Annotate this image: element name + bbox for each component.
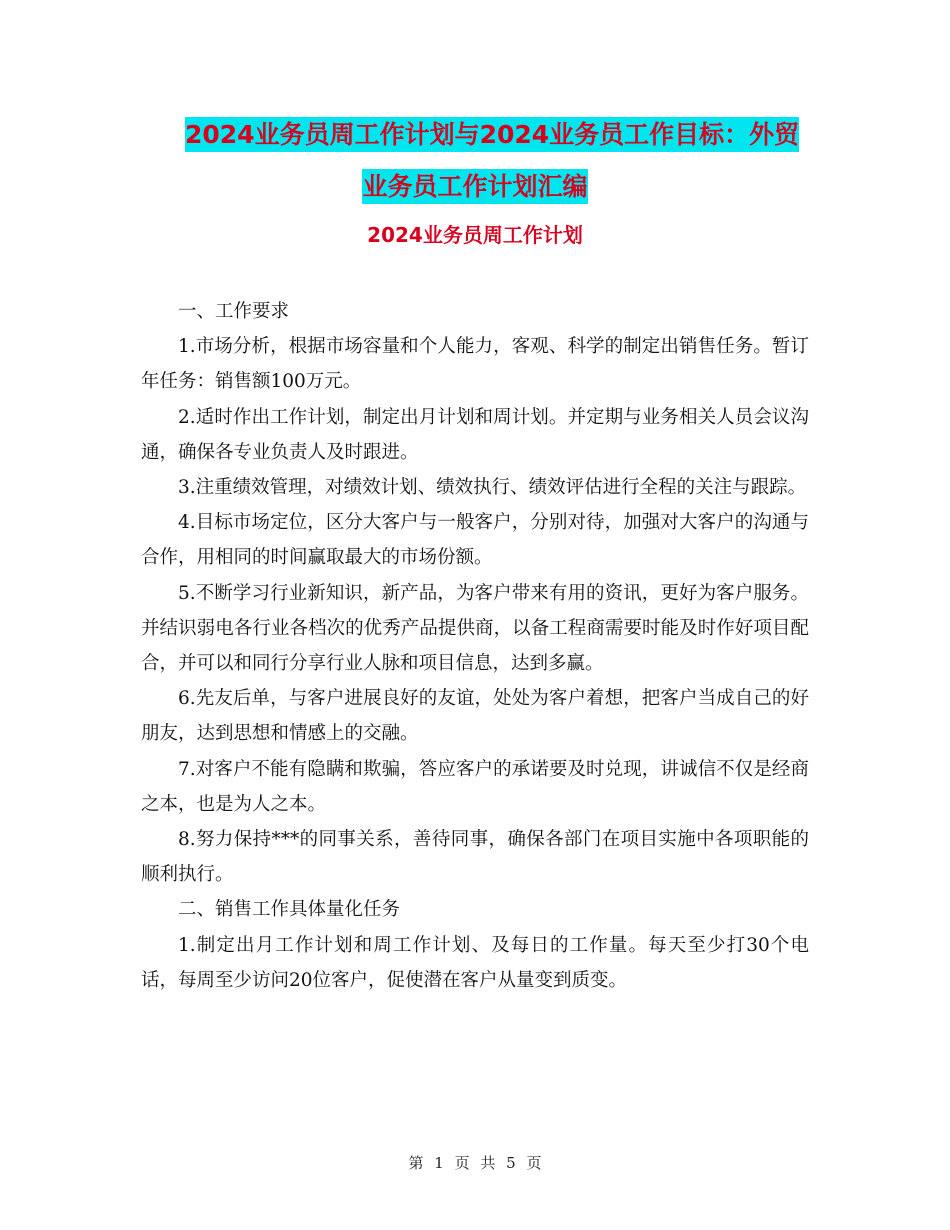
paragraph-item: 2.适时作出工作计划，制定出月计划和周计划。并定期与业务相关人员会议沟通，确保各专业负责人及时跟进。 (141, 406, 809, 463)
title-line-1 (140, 109, 810, 161)
title-line-1-text: 2024业务员周工作计划与2024业务员工作目标：外贸 (185, 117, 799, 152)
document-body (141, 294, 809, 998)
title-line-2-text: 业务员工作计划汇编 (362, 169, 587, 204)
title-line-2 (140, 161, 810, 213)
document-title (140, 109, 810, 213)
heading-sales-tasks: 二、销售工作具体量化任务 (178, 899, 401, 921)
paragraph-item: 5.不断学习行业新知识，新产品，为客户带来有用的资讯，更好为客户服务。并结识弱电各行业各档次的优秀产品提供商，以备工程商需要时能及时作好项目配合，并可以和同行分享行业人脉和项目信息，达到多赢。 (141, 582, 809, 675)
paragraph-item: 7.对客户不能有隐瞒和欺骗，答应客户的承诺要及时兑现，讲诚信不仅是经商之本，也是为人之本。 (141, 758, 809, 815)
paragraph-item: 1.制定出月工作计划和周工作计划、及每日的工作量。每天至少打30个电话，每周至少访问20位客户，促使潜在客户从量变到质变。 (141, 934, 809, 991)
paragraph-item: 4.目标市场定位，区分大客户与一般客户，分别对待，加强对大客户的沟通与合作，用相同的时间赢取最大的市场份额。 (141, 512, 809, 569)
paragraph-item: 6.先友后单，与客户进展良好的友谊，处处为客户着想，把客户当成自己的好朋友，达到思想和情感上的交融。 (141, 688, 809, 745)
paragraph-item: 3.注重绩效管理，对绩效计划、绩效执行、绩效评估进行全程的关注与跟踪。 (178, 477, 807, 499)
paragraph-item: 1.市场分析，根据市场容量和个人能力，客观、科学的制定出销售任务。暂订年任务：销售额100万元。 (141, 336, 809, 393)
section-heading: 2024业务员周工作计划 (367, 223, 583, 247)
heading-work-requirements: 一、工作要求 (178, 301, 290, 322)
page-footer: 第 1 页 共 5 页 (408, 1154, 542, 1172)
paragraph-item: 8.努力保持***的同事关系，善待同事，确保各部门在项目实施中各项职能的顺利执行。 (141, 829, 809, 886)
